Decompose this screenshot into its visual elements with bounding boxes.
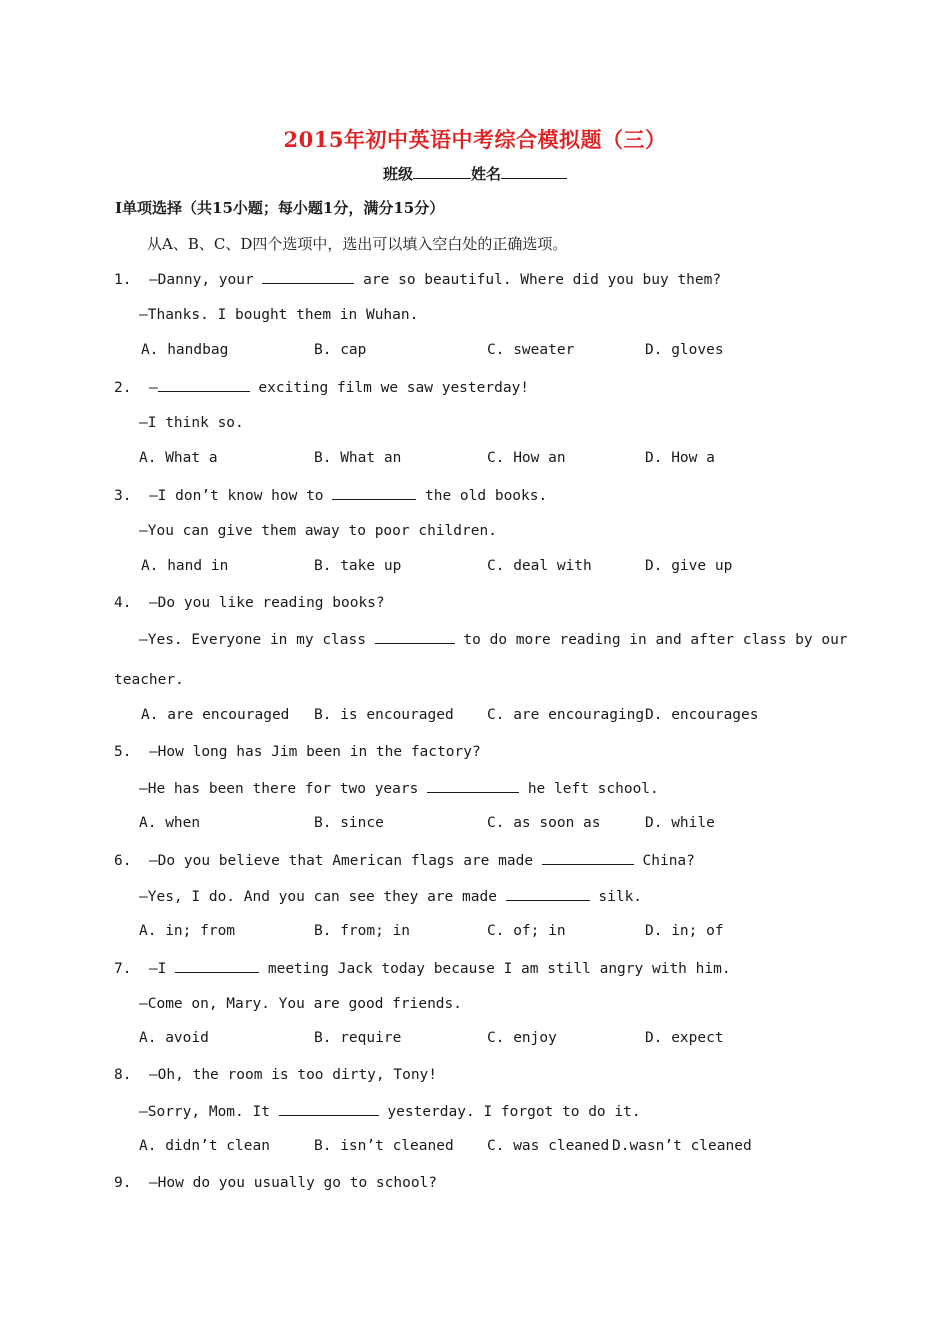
option-a: A. are encouraged [141, 707, 290, 723]
question-number: 2. [114, 380, 132, 396]
question-3-line1 [114, 486, 547, 505]
option-a: A. What a [139, 450, 218, 466]
option-c: C. of; in [487, 923, 566, 939]
question-4-line1 [114, 594, 385, 612]
question-text: —Sorry, Mom. It [139, 1104, 279, 1120]
question-text: exciting film we saw yesterday! [249, 380, 530, 396]
option-d: D. give up [645, 558, 733, 574]
option-c: C. sweater [487, 342, 575, 358]
question-text: he left school. [519, 781, 659, 797]
question-text: —Yes, I do. And you can see they are made [139, 889, 506, 905]
option-d: D. How a [645, 450, 715, 466]
question-text: —I don’t know how to [148, 488, 333, 504]
option-a: A. in; from [139, 923, 236, 939]
question-text: —I [148, 961, 176, 977]
question-5-line2 [139, 779, 659, 798]
question-6-line1 [114, 851, 695, 870]
question-text: —Do you believe that American flags are made [148, 853, 542, 869]
question-text: —Do you like reading books? [148, 595, 385, 611]
question-text: meeting Jack today because I am still angry with him. [259, 961, 731, 977]
option-d: D. expect [645, 1030, 724, 1046]
option-b: B. What an [314, 450, 402, 466]
section-heading: I单项选择（共15小题；每小题1分，满分15分） [115, 199, 445, 217]
question-text: China? [633, 853, 695, 869]
question-7-line1 [114, 959, 731, 978]
answer-blank [506, 887, 590, 901]
option-b: B. take up [314, 558, 402, 574]
question-text: — [148, 380, 158, 396]
option-a: A. didn’t clean [139, 1138, 270, 1154]
question-number: 1. [114, 272, 132, 288]
question-1-line1 [114, 270, 721, 289]
option-b: B. require [314, 1030, 402, 1046]
option-b: B. from; in [314, 923, 411, 939]
question-6-line2 [139, 887, 642, 906]
question-8-line2 [139, 1102, 641, 1121]
option-a: A. hand in [141, 558, 229, 574]
question-2-line1 [114, 378, 529, 397]
question-text: yesterday. I forgot to do it. [378, 1104, 641, 1120]
option-d: D. encourages [645, 707, 759, 723]
question-number: 6. [114, 853, 132, 869]
option-b: B. since [314, 815, 384, 831]
option-c: C. deal with [487, 558, 592, 574]
class-label: 班级 [382, 165, 413, 183]
option-d: D. in; of [645, 923, 724, 939]
question-text: —Danny, your [148, 272, 263, 288]
question-1-line2: —Thanks. I bought them in Wuhan. [139, 307, 419, 323]
answer-blank [279, 1102, 379, 1116]
question-text: —How long has Jim been in the factory? [148, 744, 481, 760]
option-c: C. as soon as [487, 815, 601, 831]
answer-blank [158, 378, 250, 392]
question-text: silk. [589, 889, 643, 905]
option-b: B. cap [314, 342, 367, 358]
option-c: C. enjoy [487, 1030, 557, 1046]
page-title: 2015年初中英语中考综合模拟题（三） [283, 127, 667, 152]
question-number: 8. [114, 1067, 132, 1083]
option-b: B. isn’t cleaned [314, 1138, 454, 1154]
answer-blank [175, 959, 259, 973]
question-4-line2 [139, 630, 848, 649]
question-8-line1 [114, 1066, 437, 1084]
option-b: B. is encouraged [314, 707, 454, 723]
option-a: A. handbag [141, 342, 229, 358]
question-4-line3: teacher. [114, 672, 184, 688]
option-d: D. while [645, 815, 715, 831]
option-a: A. when [139, 815, 201, 831]
option-c: C. was cleaned [487, 1138, 610, 1154]
question-number: 7. [114, 961, 132, 977]
question-text: are so beautiful. Where did you buy them? [354, 272, 722, 288]
question-number: 9. [114, 1175, 132, 1191]
question-text: —He has been there for two years [139, 781, 428, 797]
question-number: 3. [114, 488, 132, 504]
question-text: —Oh, the room is too dirty, Tony! [148, 1067, 438, 1083]
class-blank [413, 164, 471, 179]
question-3-line2: —You can give them away to poor children. [139, 523, 497, 539]
question-text: to do more reading in and after class by our [454, 632, 848, 648]
class-name-line [0, 163, 950, 184]
answer-blank [332, 486, 416, 500]
question-5-line1 [114, 743, 481, 761]
name-label: 姓名 [471, 165, 502, 183]
section-instruction: 从A、B、C、D四个选项中，选出可以填入空白处的正确选项。 [147, 235, 568, 253]
question-text: —Yes. Everyone in my class [139, 632, 375, 648]
option-c: C. are encouraging [487, 707, 645, 723]
option-a: A. avoid [139, 1030, 209, 1046]
name-blank [501, 164, 567, 179]
question-7-line2: —Come on, Mary. You are good friends. [139, 996, 463, 1012]
option-d: D. gloves [645, 342, 724, 358]
answer-blank [375, 630, 455, 644]
question-2-line2: —I think so. [139, 415, 244, 431]
question-text: the old books. [416, 488, 548, 504]
answer-blank [542, 851, 634, 865]
question-9-line1 [114, 1174, 437, 1192]
answer-blank [427, 779, 519, 793]
question-number: 4. [114, 595, 132, 611]
question-text: —How do you usually go to school? [148, 1175, 438, 1191]
option-c: C. How an [487, 450, 566, 466]
question-number: 5. [114, 744, 132, 760]
option-d: D.wasn’t cleaned [612, 1138, 752, 1154]
answer-blank [262, 270, 354, 284]
